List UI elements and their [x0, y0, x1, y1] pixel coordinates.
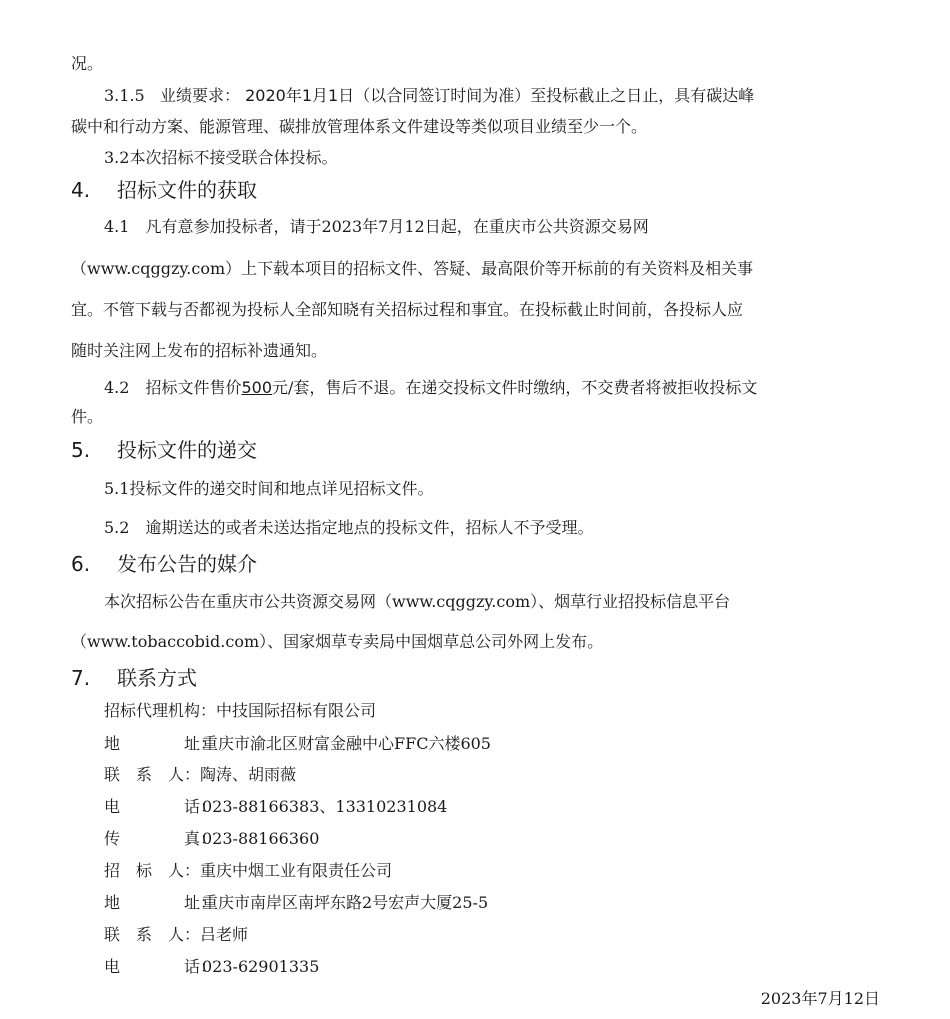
contact-label: 联 系 人： [104, 765, 201, 784]
contact-value: 陶涛、胡雨薇 [200, 765, 297, 784]
heading-number: 6. [71, 552, 91, 576]
section-3-1-5-line-2: 碳中和行动方案、能源管理、碳排放管理体系文件建设等类似项目业绩至少一个。 [71, 117, 648, 136]
contact-value: 023-62901335 [202, 957, 320, 976]
contact-label: 电 话： [104, 797, 217, 816]
contact-label: 联 系 人： [104, 925, 201, 944]
section-text: （以合同签订时间为准）至投标截止之日止，具有碳达峰 [354, 86, 755, 105]
contact-value: 重庆市渝北区财富金融中心FFC六楼605 [202, 734, 491, 753]
section-6-line-2: （www.tobaccobid.com）、国家烟草专卖局中国烟草总公司外网上发布。 [71, 632, 604, 651]
heading-number: 4. [71, 178, 91, 202]
section-5-2: 5.2 逾期送达的或者未送达指定地点的投标文件，招标人不予受理。 [104, 518, 594, 537]
heading-number: 7. [71, 666, 91, 690]
contact-value: 中技国际招标有限公司 [216, 701, 377, 720]
contact-row-person-2 [104, 925, 248, 945]
contact-label: 地 址： [104, 893, 217, 912]
contact-row-address-2 [104, 893, 488, 913]
paragraph-continuation: 况。 [71, 54, 104, 73]
section-3-1-5-line-1 [104, 86, 754, 106]
heading-7 [71, 666, 197, 690]
document-date: 2023年7月12日 [760, 989, 880, 1008]
section-5-1: 5.1投标文件的递交时间和地点详见招标文件。 [104, 479, 434, 498]
contact-value: 吕老师 [200, 925, 249, 944]
contact-value: 重庆市南岸区南坪东路2号宏声大厦25-5 [202, 893, 489, 912]
section-6-line-1: 本次招标公告在重庆市公共资源交易网（www.cqggzy.com）、烟草行业招投标信息平台 [104, 592, 731, 611]
heading-number: 5. [71, 438, 91, 462]
contact-row-tenderer [104, 861, 392, 881]
contact-row-person [104, 765, 296, 785]
contact-label: 招 标 人： [104, 861, 201, 880]
section-4-1-line-4: 随时关注网上发布的招标补遗通知。 [71, 341, 328, 360]
section-4-1-line-2: （www.cqggzy.com）上下载本项目的招标文件、答疑、最高限价等开标前的有关资料及相关事 [71, 259, 754, 278]
contact-label: 传 真： [104, 829, 217, 848]
heading-title: 招标文件的获取 [117, 178, 257, 202]
contact-value: 重庆中烟工业有限责任公司 [200, 861, 393, 880]
heading-title: 投标文件的递交 [117, 438, 257, 462]
contact-row-phone-2 [104, 957, 319, 977]
section-4-2-line-1 [104, 378, 757, 398]
section-text: 4.2 招标文件售价 [104, 378, 242, 397]
contact-row-agency [104, 701, 376, 721]
section-text: 元/套，售后不退。在递交投标文件时缴纳，不交费者将被拒收投标文 [272, 378, 758, 397]
heading-4 [71, 178, 257, 202]
section-4-2-line-2: 件。 [71, 407, 104, 426]
section-4-1-line-1: 4.1 凡有意参加投标者，请于2023年7月12日起，在重庆市公共资源交易网 [104, 217, 649, 236]
heading-title: 联系方式 [117, 666, 197, 690]
contact-label: 招标代理机构： [104, 701, 217, 720]
heading-title: 发布公告的媒介 [117, 552, 257, 576]
contact-label: 电 话： [104, 957, 217, 976]
contact-value: 023-88166360 [202, 829, 320, 848]
section-3-2: 3.2本次招标不接受联合体投标。 [104, 148, 338, 167]
contact-row-fax [104, 829, 319, 849]
contact-row-phone [104, 797, 447, 817]
section-4-1-line-3: 宜。不管下载与否都视为投标人全部知晓有关招标过程和事宜。在投标截止时间前，各投标人应 [71, 300, 744, 319]
contact-row-address [104, 734, 491, 754]
heading-5 [71, 438, 257, 462]
contact-value: 023-88166383、13310231084 [202, 797, 448, 816]
document-price: 500 [241, 378, 272, 397]
section-label: 业绩要求： [159, 86, 240, 105]
heading-6 [71, 552, 257, 576]
contact-label: 地 址： [104, 734, 217, 753]
performance-start-date: 2020年1月1日 [245, 86, 355, 105]
section-number: 3.1.5 [104, 86, 145, 105]
